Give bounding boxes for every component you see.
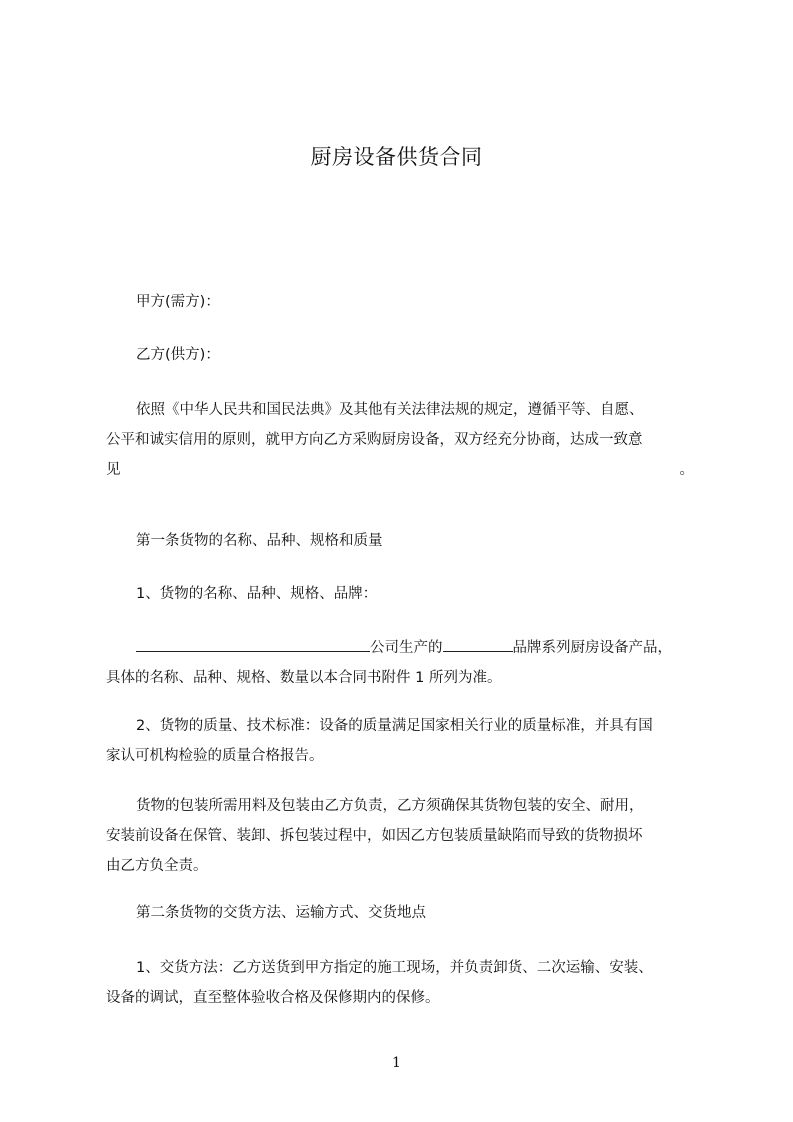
party-a-label: 甲方(需方)： xyxy=(136,294,220,310)
intro-line-1: 依照《中华人民共和国民法典》及其他有关法律法规的规定，遵循平等、自愿、 xyxy=(136,402,644,418)
intro-line-3-start: 见 xyxy=(106,462,121,478)
brand-name-blank xyxy=(443,633,513,652)
contract-title: 厨房设备供货合同 xyxy=(310,145,483,169)
party-b-line xyxy=(106,340,696,370)
article-2-item-1-line-1: 1、交货方法：乙方送货到甲方指定的施工现场，并负责卸货、二次运输、安装、 xyxy=(136,960,653,976)
article-1-item-2-line-2: 家认可机构检验的质量合格报告。 xyxy=(106,748,324,764)
article-1-item-1-line-2: 具体的名称、品种、规格、数量以本合同书附件 1 所列为准。 xyxy=(106,670,502,686)
article-1-item-1-heading xyxy=(106,579,696,609)
company-name-blank xyxy=(136,633,370,652)
party-a-line xyxy=(106,287,696,317)
packaging-line-2: 安装前设备在保管、装卸、拆包装过程中，如因乙方包装质量缺陷而导致的货物损坏 xyxy=(106,828,643,844)
brand-suffix: 品牌系列厨房设备产品， xyxy=(512,640,672,656)
article-1-item-2-paragraph xyxy=(106,711,696,771)
article-1-heading xyxy=(106,526,696,556)
article-1-item-1-heading-text: 1、货物的名称、品种、规格、品牌： xyxy=(136,586,378,602)
article-2-item-1-line-2: 设备的调试，直至整体验收合格及保修期内的保修。 xyxy=(106,990,440,1006)
article-1-item-2-line-1: 2、货物的质量、技术标准：设备的质量满足国家相关行业的质量标准，并具有国 xyxy=(136,718,653,734)
article-1-heading-text: 第一条货物的名称、品种、规格和质量 xyxy=(136,533,383,549)
packaging-line-1: 货物的包装所需用料及包装由乙方负责，乙方须确保其货物包装的安全、耐用， xyxy=(136,798,644,814)
intro-paragraph xyxy=(106,395,696,485)
article-2-heading-text: 第二条货物的交货方法、运输方式、交货地点 xyxy=(136,905,426,921)
intro-line-2: 公平和诚实信用的原则，就甲方向乙方采购厨房设备，双方经充分协商，达成一致意 xyxy=(106,432,643,448)
page-number: 1 xyxy=(392,1055,401,1071)
article-2-heading xyxy=(106,898,696,928)
packaging-line-3: 由乙方负全责。 xyxy=(106,858,208,874)
article-1-item-1-paragraph xyxy=(106,633,696,693)
company-suffix: 公司生产的 xyxy=(370,640,443,656)
intro-line-3 xyxy=(106,455,696,485)
intro-line-3-end: 。 xyxy=(679,462,694,478)
packaging-paragraph xyxy=(106,791,696,881)
article-2-item-1-paragraph xyxy=(106,953,696,1013)
article-1-item-1-line-1 xyxy=(106,633,696,663)
party-b-label: 乙方(供方)： xyxy=(136,347,220,363)
